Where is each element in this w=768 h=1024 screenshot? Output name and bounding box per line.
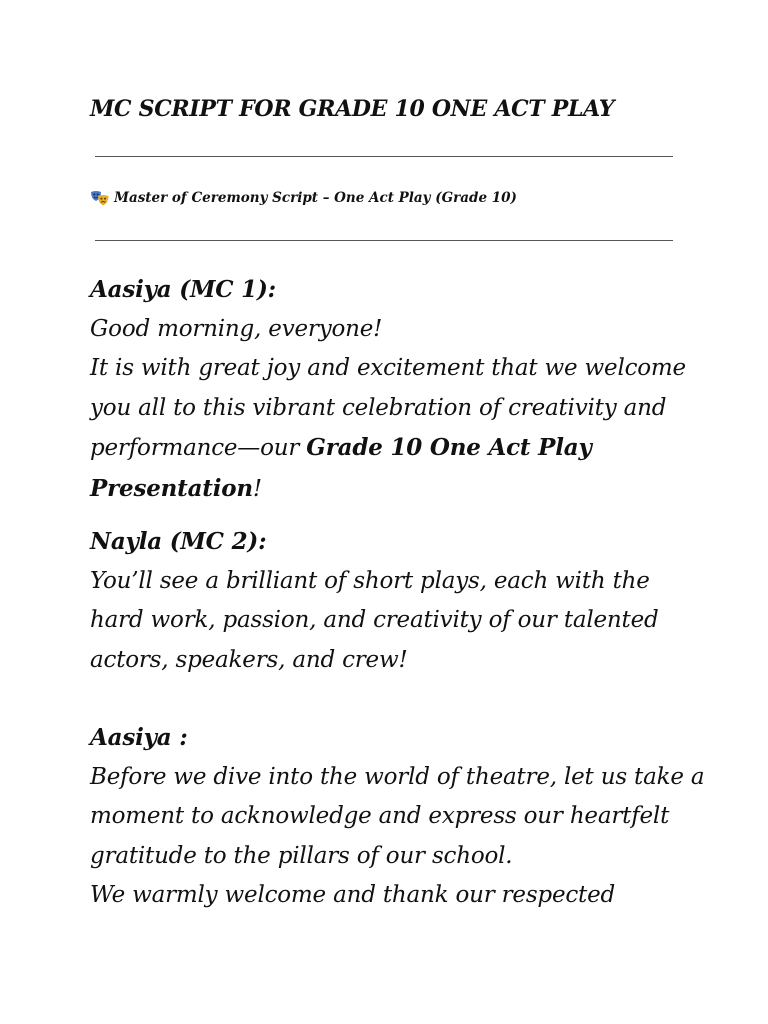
document-subtitle [90,190,517,206]
script-line: moment to acknowledge and express our heartfelt [90,803,670,829]
script-line: hard work, passion, and creativity of our talented [90,607,659,633]
speaker-name: Aasiya : [90,724,188,751]
script-line: It is with great joy and excitement that we welcome [90,355,686,381]
script-line-text: ! [252,475,262,502]
event-name-bold: Grade 10 One Act Play [306,434,592,461]
performing-arts-masks-icon [90,190,110,206]
event-name-bold: Presentation [90,474,253,502]
speaker-name: Aasiya (MC 1): [90,276,276,303]
script-line: We warmly welcome and thank our respected [90,882,616,908]
script-line-text: performance—our [90,435,307,461]
horizontal-divider [95,156,673,157]
script-line: Good morning, everyone! [90,315,383,342]
script-line: Before we dive into the world of theatre, let us take a [90,763,705,790]
subtitle-text: Master of Ceremony Script – One Act Play (Grade 10) [114,190,517,206]
script-line: you all to this vibrant celebration of creativity and [90,394,667,421]
document-title: MC SCRIPT FOR GRADE 10 ONE ACT PLAY [90,96,615,122]
script-section [90,718,705,916]
script-section [90,522,690,680]
script-line [90,428,690,469]
script-line: gratitude to the pillars of our school. [90,842,513,869]
script-section [90,270,690,509]
script-line: You’ll see a brilliant of short plays, each with the [90,567,650,594]
script-line: actors, speakers, and crew! [90,646,408,673]
speaker-name: Nayla (MC 2): [90,528,267,555]
script-line [90,469,690,510]
horizontal-divider [95,240,673,241]
